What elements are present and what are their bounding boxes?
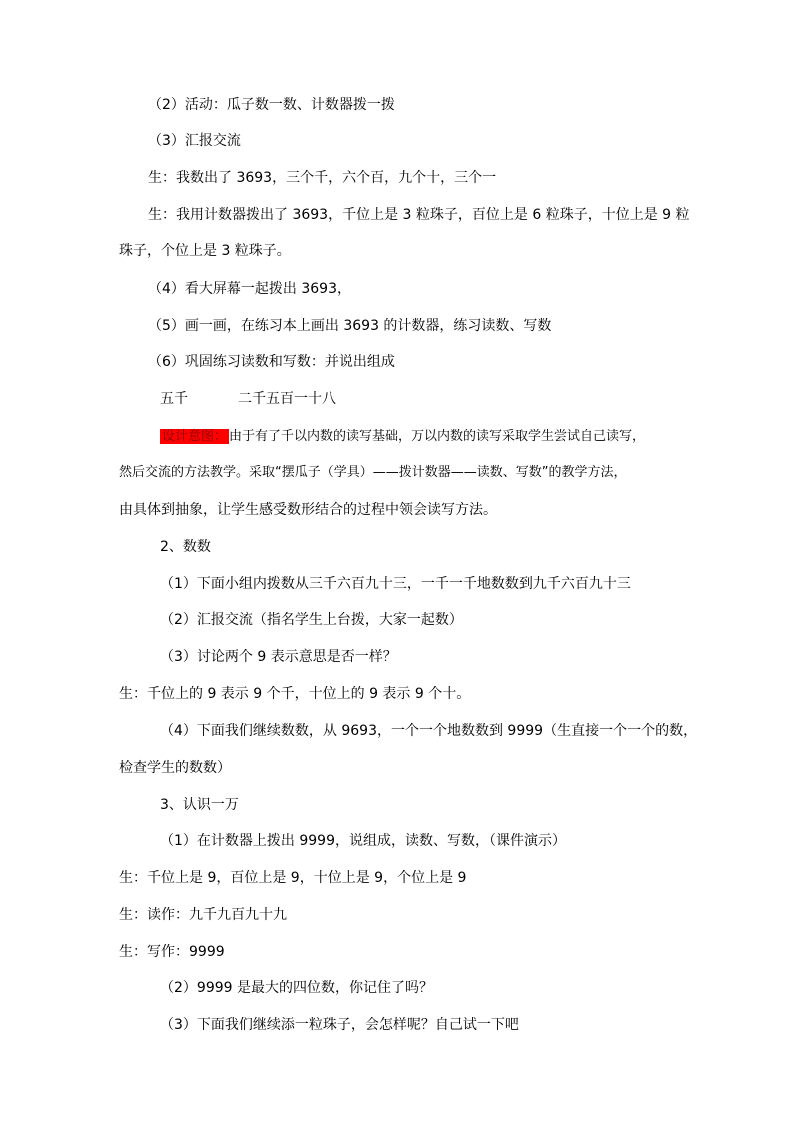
tt-answer-1: 生：千位上是 9，百位上是 9，十位上是 9，个位上是 9: [119, 870, 467, 886]
screen-line: （4）看大屏幕一起拨出 3693，: [148, 281, 351, 297]
tt-step-1: （1）在计数器上拨出 9999，说组成，读数、写数，（课件演示）: [160, 833, 566, 849]
section-ten-thousand: 3、认识一万: [160, 797, 239, 813]
design-intent-badge: 设计意图：: [162, 429, 228, 444]
count-step-1: （1）下面小组内拨数从三千六百九十三，一千一千地数数到九千六百九十三: [160, 576, 631, 592]
report-line: （3）汇报交流: [148, 133, 241, 149]
count-step-4-cont: 检查学生的数数）: [119, 760, 231, 776]
section-count: 2、数数: [160, 539, 211, 555]
count-answer: 生：千位上的 9 表示 9 个千，十位上的 9 表示 9 个十。: [119, 686, 471, 702]
design-intent-cont-2: 由具体到抽象，让学生感受数形结合的过程中领会读写方法。: [119, 502, 497, 518]
practice-line: （6）巩固练习读数和写数：并说出组成: [148, 354, 395, 370]
activity-line: （2）活动：瓜子数一数、计数器拨一拨: [148, 97, 395, 113]
draw-line: （5）画一画，在练习本上画出 3693 的计数器，练习读数、写数: [148, 318, 552, 334]
count-step-4: （4）下面我们继续数数，从 9693，一个一个地数数到 9999（生直接一个一个的数，: [160, 723, 698, 739]
count-step-2: （2）汇报交流（指名学生上台拨，大家一起数）: [160, 612, 463, 628]
exercise-a: 五千: [160, 391, 188, 407]
design-intent-line: [160, 427, 645, 447]
tt-answer-3: 生：写作：9999: [119, 944, 225, 960]
tt-step-2: （2）9999 是最大的四位数，你记住了吗？: [160, 980, 433, 996]
student-answer-2-cont: 珠子，个位上是 3 粒珠子。: [119, 243, 291, 259]
student-answer-1: 生：我数出了 3693，三个千，六个百，九个十，三个一: [148, 170, 497, 186]
student-answer-2: 生：我用计数器拨出了 3693，千位上是 3 粒珠子，百位上是 6 粒珠子，十位上是 9 粒: [148, 207, 690, 223]
count-step-3: （3）讨论两个 9 表示意思是否一样？: [160, 649, 397, 665]
design-intent-cont-1: 然后交流的方法教学。采取“摆瓜子（学具）——拨计数器——读数、写数”的教学方法，: [119, 465, 627, 480]
tt-answer-2: 生：读作：九千九百九十九: [119, 907, 287, 923]
exercise-b: 二千五百一十八: [238, 391, 336, 407]
design-intent-text: 由于有了千以内数的读写基础，万以内数的读写采取学生尝试自己读写，: [229, 429, 646, 444]
tt-step-3: （3）下面我们继续添一粒珠子，会怎样呢？自己试一下吧: [160, 1017, 519, 1033]
